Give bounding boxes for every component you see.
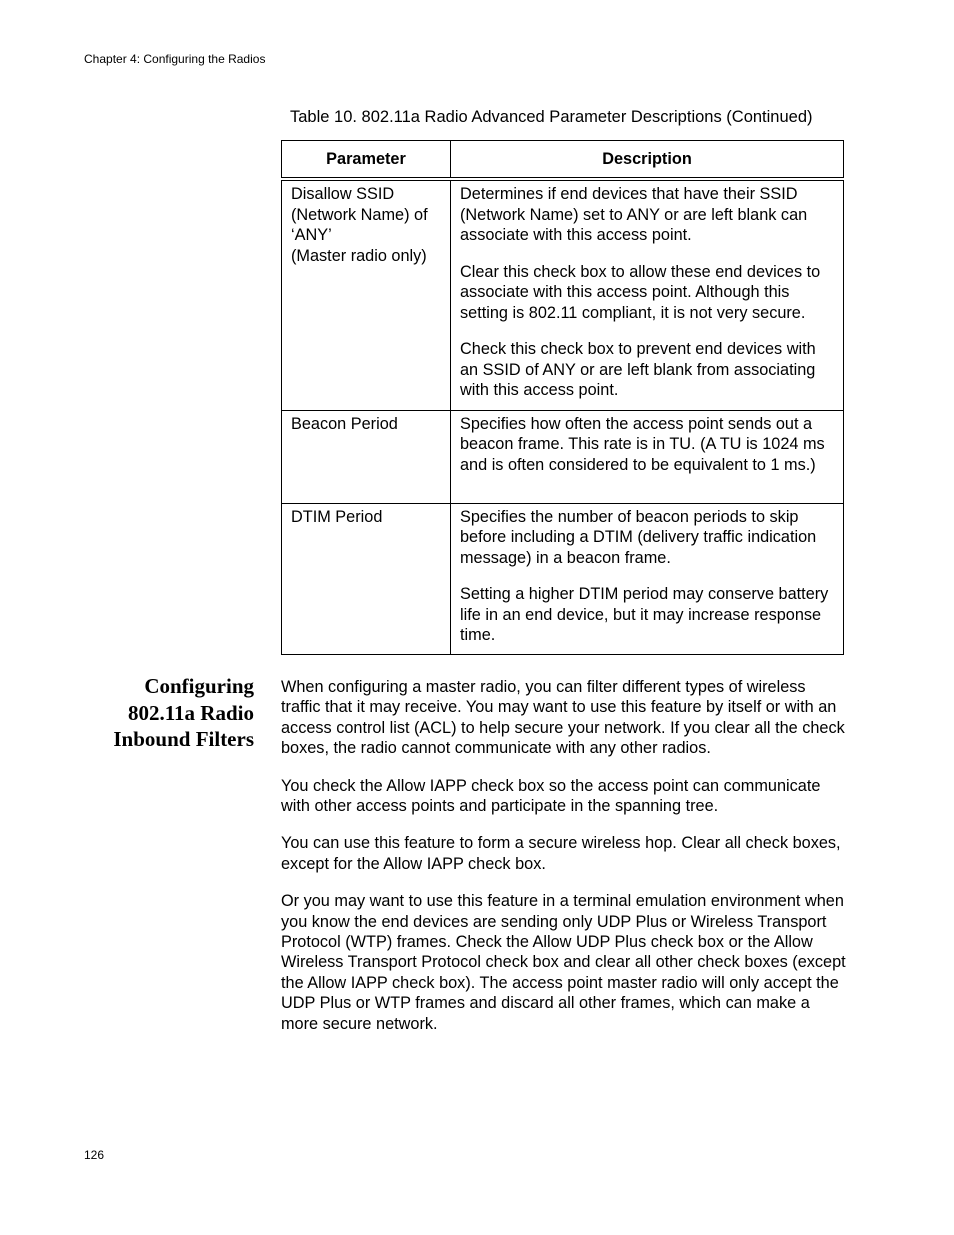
section-body xyxy=(281,677,846,1051)
description-paragraph: Check this check box to prevent end devices with an SSID of ANY or are left blank from associating with this access point. xyxy=(460,340,816,399)
description-cell xyxy=(451,179,844,410)
parameter-line: ‘ANY’ xyxy=(291,226,332,244)
body-paragraph: You can use this feature to form a secure wireless hop. Clear all check boxes, except for the Allow IAPP check box. xyxy=(281,834,841,873)
running-header: Chapter 4: Configuring the Radios xyxy=(84,52,266,66)
parameter-line: Beacon Period xyxy=(291,414,398,433)
parameter-line: DTIM Period xyxy=(291,507,383,526)
section-heading-line: 802.11a Radio xyxy=(127,700,254,725)
parameter-cell xyxy=(282,410,451,503)
table-caption: Table 10. 802.11a Radio Advanced Parameter Descriptions (Continued) xyxy=(290,108,813,126)
parameter-line: Disallow SSID xyxy=(291,185,395,203)
table-row xyxy=(282,503,844,654)
parameter-table xyxy=(281,140,844,655)
parameter-cell xyxy=(282,179,451,410)
parameter-line: (Network Name) of xyxy=(291,205,428,224)
section-heading-line: Inbound Filters xyxy=(113,727,254,751)
table-row xyxy=(282,410,844,503)
description-paragraph: Setting a higher DTIM period may conserve battery life in an end device, but it may increase response time. xyxy=(460,585,829,644)
body-paragraph: Or you may want to use this feature in a terminal emulation environment when you know the end devices are sending only UDP Plus or Wireless Transport Protocol (WTP) frames. Check the Allow UDP Plus check box or the Allow Wireless Transport Protocol check box and clear all other check boxes (except the Allow IAPP check box). The access point master radio will only accept the UDP Plus or WTP frames and discard all other frames, which can make a more secure network. xyxy=(281,892,846,1033)
description-paragraph: Specifies how often the access point sends out a beacon frame. This rate is in TU. (A TU is 1024 ms and is often considered to be equivalent to 1 ms.) xyxy=(460,414,825,474)
parameter-line: (Master radio only) xyxy=(291,246,427,265)
body-paragraph: You check the Allow IAPP check box so the access point can communicate with other access points and participate in the spanning tree. xyxy=(281,776,821,816)
table-header-row xyxy=(282,141,844,180)
parameter-cell xyxy=(282,503,451,654)
body-paragraph: When configuring a master radio, you can filter different types of wireless traffic that it may receive. You may want to use this feature by itself or with an access control list (ACL) to help secure your network. If you clear all the check boxes, the radio cannot communicate with any other radios. xyxy=(281,678,845,758)
page-number: 126 xyxy=(84,1148,105,1162)
column-header-parameter: Parameter xyxy=(282,141,451,180)
section-heading-line: Configuring xyxy=(144,674,254,698)
description-paragraph: Determines if end devices that have their SSID (Network Name) set to ANY or are left blank can associate with this access point. xyxy=(460,185,808,244)
section-heading xyxy=(84,673,254,753)
description-cell xyxy=(451,410,844,503)
description-paragraph: Clear this check box to allow these end devices to associate with this access point. Although this setting is 802.11 compliant, it is not very secure. xyxy=(460,262,821,322)
column-header-description: Description xyxy=(451,141,844,180)
description-paragraph: Specifies the number of beacon periods to skip before including a DTIM (delivery traffic indication message) in a beacon frame. xyxy=(460,507,817,567)
description-cell xyxy=(451,503,844,654)
table-row xyxy=(282,179,844,410)
